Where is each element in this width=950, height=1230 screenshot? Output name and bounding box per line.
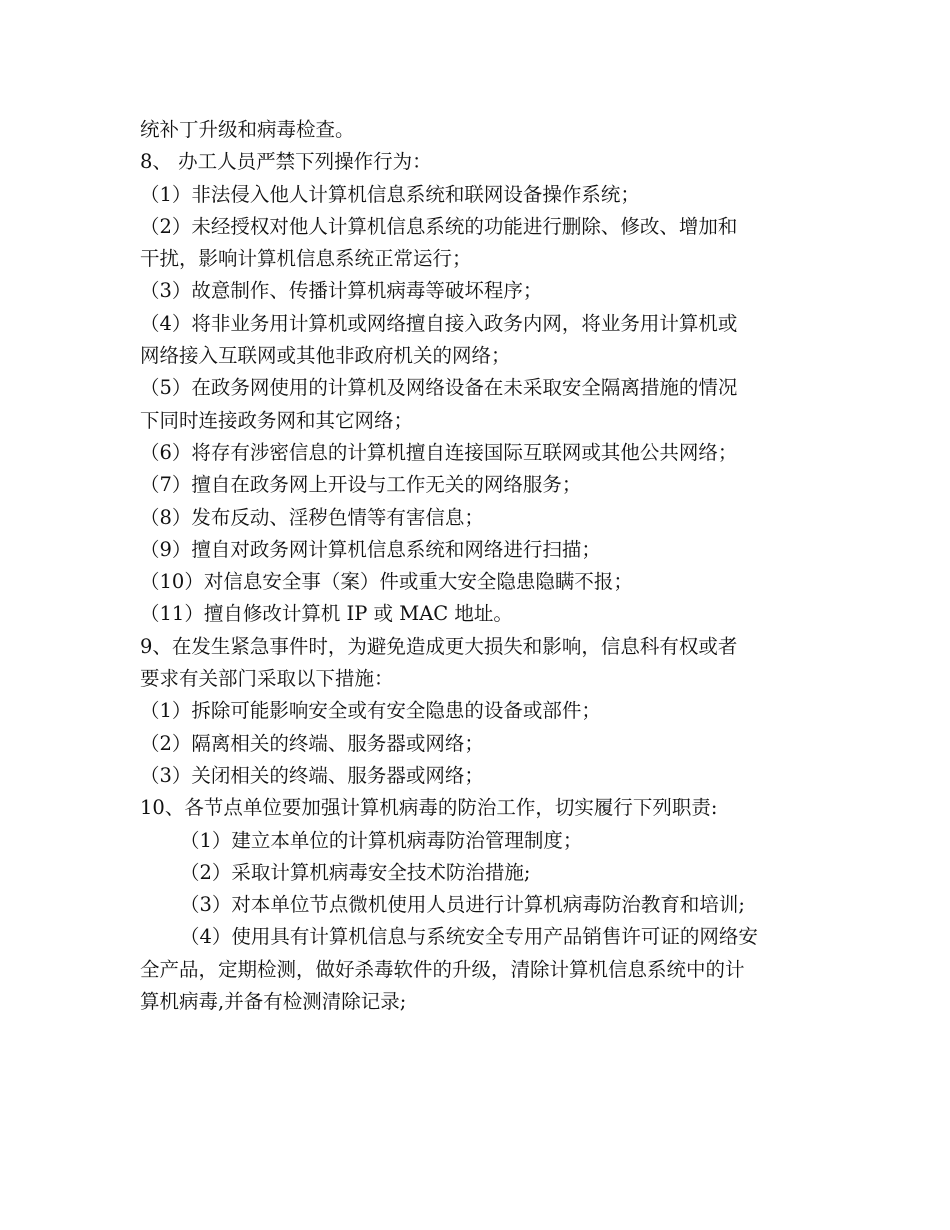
- list-item: （11）擅自修改计算机 IP 或 MAC 地址。: [140, 602, 513, 626]
- list-item: （6）将存有涉密信息的计算机擅自连接国际互联网或其他公共网络；: [140, 440, 738, 464]
- list-item: （4）将非业务用计算机或网络擅自接入政务内网，将业务用计算机或: [140, 311, 738, 335]
- list-item: （2）未经授权对他人计算机信息系统的功能进行删除、修改、增加和: [140, 214, 738, 238]
- document-body: [140, 114, 815, 1018]
- text-line: 统补丁升级和病毒检查。: [140, 118, 355, 141]
- list-item: （1）非法侵入他人计算机信息系统和联网设备操作系统；: [140, 182, 640, 206]
- list-item: （7）擅自在政务网上开设与工作无关的网络服务；: [140, 473, 582, 497]
- list-item: （3）关闭相关的终端、服务器或网络；: [140, 763, 484, 787]
- text-line: 干扰，影响计算机信息系统正常运行；: [140, 247, 472, 271]
- list-item: （2）采取计算机病毒安全技术防治措施;: [180, 860, 531, 884]
- section-heading-10: 10、各节点单位要加强计算机病毒的防治工作，切实履行下列职责:: [140, 796, 718, 820]
- list-item: （1）建立本单位的计算机病毒防治管理制度；: [180, 828, 583, 852]
- list-item: （1）拆除可能影响安全或有安全隐患的设备或部件；: [140, 699, 601, 723]
- list-item: （3）对本单位节点微机使用人员进行计算机病毒防治教育和培训;: [180, 893, 745, 917]
- text-line: 算机病毒,并备有检测清除记录;: [140, 990, 407, 1014]
- list-item: （9）擅自对政务网计算机信息系统和网络进行扫描；: [140, 537, 601, 561]
- list-item: （3）故意制作、传播计算机病毒等破坏程序；: [140, 279, 543, 303]
- section-heading-9: 9、在发生紧急事件时，为避免造成更大损失和影响，信息科有权或者: [140, 634, 738, 658]
- list-item: （2）隔离相关的终端、服务器或网络；: [140, 731, 484, 755]
- list-item: （10）对信息安全事（案）件或重大安全隐患隐瞒不报；: [140, 570, 633, 594]
- text-line: 要求有关部门采取以下措施：: [140, 667, 394, 691]
- list-item: （4）使用具有计算机信息与系统安全专用产品销售许可证的网络安: [180, 925, 758, 949]
- text-line: 全产品，定期检测，做好杀毒软件的升级，清除计算机信息系统中的计: [140, 957, 745, 981]
- text-line: 网络接入互联网或其他非政府机关的网络；: [140, 344, 511, 368]
- text-line: 下同时连接政务网和其它网络；: [140, 408, 414, 432]
- list-item: （5）在政务网使用的计算机及网络设备在未采取安全隔离措施的情况: [140, 376, 738, 400]
- list-item: （8）发布反动、淫秽色情等有害信息；: [140, 505, 484, 529]
- section-heading-8: 8、 办工人员严禁下列操作行为：: [140, 150, 432, 174]
